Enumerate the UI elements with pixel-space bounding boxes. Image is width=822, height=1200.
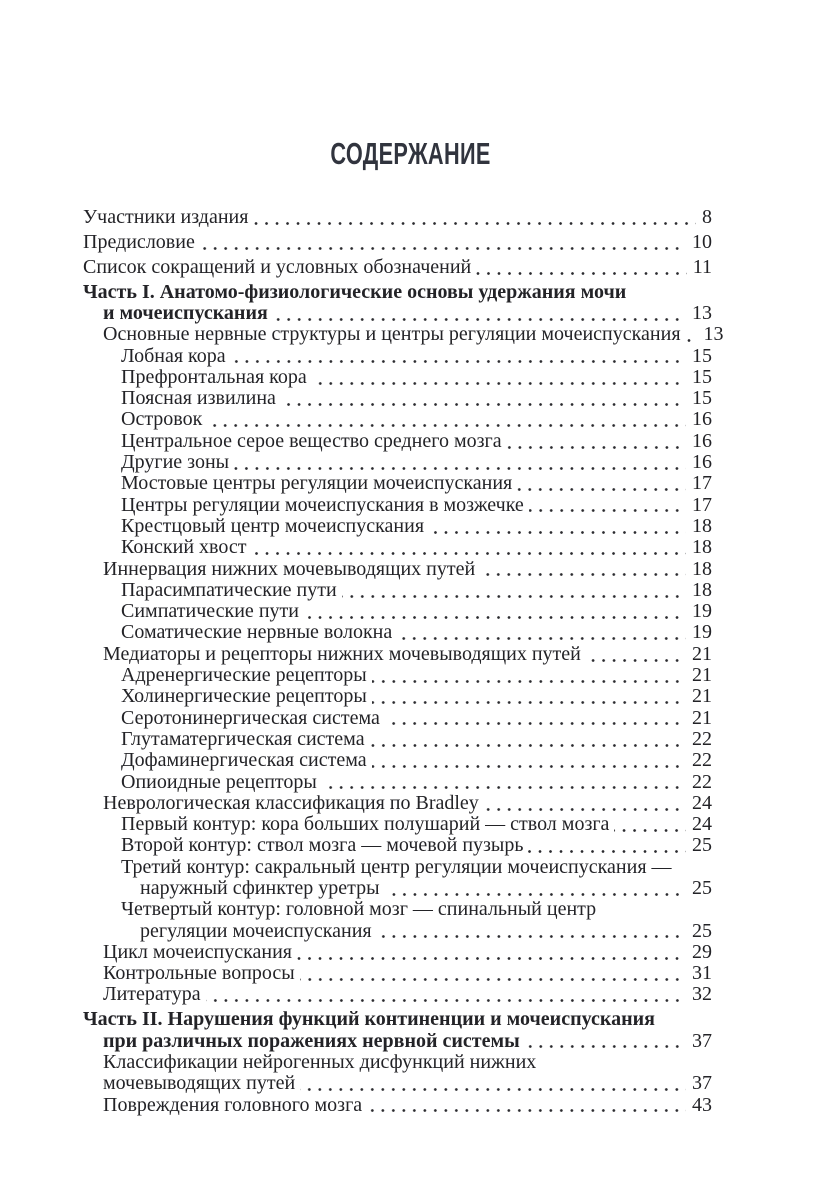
dot-leader [528,850,686,853]
toc-entry-text: Дофаминергическая система [121,749,367,772]
dot-leader [300,978,686,981]
toc-line [83,323,724,346]
page-number: 22 [692,749,712,772]
dot-leader [273,318,686,321]
toc-entry-text: Опиоидные рецепторы [121,770,317,793]
dot-leader [529,509,686,512]
toc-entry [83,1052,712,1095]
toc-line [83,622,712,643]
toc-entry-text: мочевыводящих путей [103,1072,296,1095]
dot-leader [525,1045,686,1048]
dot-leader [297,957,686,960]
dot-leader [385,893,686,896]
dot-leader [370,744,686,747]
toc-entry [83,431,712,452]
page-number: 24 [692,813,712,836]
toc-entry-text: Четвертый контур: головной мозг — спинальный центр [121,898,597,921]
page-number: 11 [692,255,712,278]
page-number: 19 [692,621,712,644]
toc-line [83,878,712,899]
toc-entry [83,409,712,430]
toc-line [83,207,712,228]
toc-entry-text: Литература [103,983,201,1006]
page-number: 25 [692,919,712,942]
toc-line [83,1095,712,1116]
toc-line [83,409,712,430]
toc-entry [83,750,712,771]
toc-line [83,388,712,409]
toc-entry [83,1009,712,1052]
toc-line [83,257,712,278]
toc-entry [83,495,712,516]
page-number: 15 [692,344,712,367]
toc-entry-text: Иннервация нижних мочевыводящих путей [103,557,476,580]
toc-line [83,346,712,367]
toc-entry [83,516,712,537]
toc-entry-text: и мочеиспускания [103,301,268,324]
toc-entry [83,686,712,707]
toc-entry-text: Предисловие [83,230,195,253]
dot-leader [300,1088,686,1091]
dot-leader [206,999,686,1002]
page-number: 18 [692,536,712,559]
dot-leader [372,765,686,768]
toc-line [83,750,712,771]
page-number: 15 [692,365,712,388]
toc-entry-text: Медиаторы и рецепторы нижних мочевыводящих путей [103,642,581,665]
dot-leader [200,247,686,250]
toc-entry [83,622,712,643]
toc-entry-text: Серотонинергическая система [121,706,380,729]
page-number: 29 [692,940,712,963]
dot-leader [429,531,686,534]
page-number: 18 [692,578,712,601]
toc-entry-text: наружный сфинктер уретры [140,876,380,899]
dot-leader [484,808,686,811]
page-number: 18 [692,514,712,537]
toc-line [83,452,712,473]
toc-entry [83,857,712,900]
toc-entry-text: Первый контур: кора больших полушарий — ствол мозга [121,813,610,836]
toc-entry [83,232,712,253]
toc-line [83,772,712,793]
toc-entry [83,257,712,278]
dot-leader [586,659,686,662]
toc-line [83,899,712,920]
page-number: 18 [692,557,712,580]
dot-leader [614,829,686,832]
page-number: 37 [692,1072,712,1095]
dot-leader [686,339,698,342]
toc-entry [83,346,712,367]
toc-line [83,857,712,878]
page-number: 16 [692,429,712,452]
toc-line [83,814,712,835]
dot-leader [397,637,686,640]
page-number: 22 [692,727,712,750]
page-number: 25 [692,876,712,899]
toc-line [83,495,712,516]
toc-entry-text: Соматические нервные волокна [121,621,393,644]
toc-line [83,580,712,601]
toc-line [83,984,712,1005]
toc-line [83,1009,712,1030]
dot-leader [281,403,686,406]
toc-list [83,206,724,1116]
page-number: 25 [692,834,712,857]
toc-line [83,232,712,253]
toc-entry-text: Классификации нейрогенных дисфункций нижних [103,1050,537,1073]
toc-entry-text: Основные нервные структуры и центры регуляции мочеиспускания [103,323,681,346]
dot-leader [372,701,686,704]
page-number: 31 [692,962,712,985]
page-number: 10 [692,230,712,253]
toc-line [83,473,712,494]
dot-leader [304,616,686,619]
dot-leader [207,424,686,427]
toc-entry [83,772,712,793]
toc-line [83,282,712,303]
toc-line [83,686,712,707]
toc-entry [83,665,712,686]
page-title [0,138,822,169]
dot-leader [342,595,686,598]
toc-entry-text: Второй контур: ствол мозга — мочевой пузырь [121,834,524,857]
page-number: 13 [692,301,712,324]
toc-entry-text: Мостовые центры регуляции мочеиспускания [121,472,513,495]
toc-entry-text: Неврологическая классификация по Bradley [103,791,479,814]
page-number: 16 [692,451,712,474]
page-number: 32 [692,983,712,1006]
toc-entry [83,644,712,665]
toc-entry [83,708,712,729]
toc-entry [83,537,712,558]
toc-entry-text: Центральное серое вещество среднего мозга [121,429,502,452]
toc-entry-text: Часть I. Анатомо-физиологические основы удержания мочи [83,280,627,303]
toc-entry [83,963,712,984]
page-number: 21 [692,706,712,729]
toc-line [83,835,712,856]
dot-leader [231,360,686,363]
toc-entry-text: Список сокращений и условных обозначений [83,255,472,278]
toc-entry [83,367,712,388]
toc-line [83,708,712,729]
toc-entry [83,559,712,580]
toc-entry-text: Конский хвост [121,536,247,559]
toc-entry-text: Повреждения головного мозга [103,1093,363,1116]
dot-leader [507,446,686,449]
toc-line [83,665,712,686]
toc-entry-text: Симпатические пути [121,600,299,623]
toc-entry-text: Поясная извилина [121,387,276,410]
toc-entry [83,835,712,856]
toc-entry [83,729,712,750]
toc-entry-text: Лобная кора [121,344,226,367]
page-number: 17 [692,493,712,516]
dot-leader [312,382,686,385]
page-number: 22 [692,770,712,793]
toc-entry [83,793,712,814]
page-title-text: СОДЕРЖАНИЕ [330,136,492,171]
toc-entry-text: Парасимпатические пути [121,578,337,601]
page-number: 15 [692,387,712,410]
toc-line [83,963,712,984]
toc-entry [83,942,712,963]
dot-leader [385,722,686,725]
toc-entry-text: Глутаматергическая система [121,727,365,750]
toc-entry-text: Контрольные вопросы [103,962,295,985]
toc-entry-text: Холинергические рецепторы [121,685,367,708]
toc-entry-text: Центры регуляции мочеиспускания в мозжечке [121,493,524,516]
toc-line [83,601,712,622]
dot-leader [377,935,686,938]
toc-entry [83,984,712,1005]
toc-entry-text: Адренергические рецепторы [121,664,367,687]
toc-line [83,559,712,580]
toc-entry [83,282,712,325]
toc-entry [83,580,712,601]
dot-leader [480,573,686,576]
toc-entry-text: Участники издания [83,206,249,228]
toc-entry-text: регуляции мочеиспускания [140,919,372,942]
toc-line [83,1031,712,1052]
toc-line [83,793,712,814]
page-number: 21 [692,685,712,708]
page-number: 8 [702,206,712,228]
toc-line [83,516,712,537]
page-number: 24 [692,791,712,814]
page-number: 43 [692,1093,712,1116]
toc-entry-text: при различных поражениях нервной системы [103,1029,520,1052]
toc-entry [83,601,712,622]
dot-leader [517,488,686,491]
toc-entry-text: Островок [121,408,203,431]
toc-entry [83,899,712,942]
toc-line [83,1073,712,1094]
page-number: 16 [692,408,712,431]
toc-entry [83,323,724,346]
toc-line [83,644,712,665]
toc-entry-text: Часть II. Нарушения функций континенции и мочеиспускания [83,1008,655,1031]
page-number: 13 [703,323,724,346]
dot-leader [372,680,686,683]
toc-entry [83,388,712,409]
dot-leader [234,467,686,470]
toc-entry-text: Третий контур: сакральный центр регуляции мочеиспускания — [121,855,672,878]
toc-entry [83,814,712,835]
page-number: 37 [692,1029,712,1052]
toc-entry-text: Другие зоны [121,451,230,474]
toc-line [83,729,712,750]
dot-leader [251,552,686,555]
dot-leader [367,1109,686,1112]
page-number: 17 [692,472,712,495]
toc-entry [83,473,712,494]
toc-line [83,431,712,452]
toc-line [83,942,712,963]
page-number: 21 [692,642,712,665]
toc-entry [83,1095,712,1116]
toc-line [83,303,712,324]
dot-leader [253,222,696,225]
toc-line [83,367,712,388]
toc-entry-text: Цикл мочеиспускания [103,940,292,963]
page-number: 19 [692,600,712,623]
toc-entry [83,207,712,228]
toc-line [83,537,712,558]
toc-entry-text: Префронтальная кора [121,365,307,388]
dot-leader [476,272,686,275]
toc-entry-text: Крестцовый центр мочеиспускания [121,514,425,537]
page-number: 21 [692,664,712,687]
toc-entry [83,452,712,473]
toc-line [83,1052,712,1073]
toc-line [83,921,712,942]
dot-leader [322,786,686,789]
